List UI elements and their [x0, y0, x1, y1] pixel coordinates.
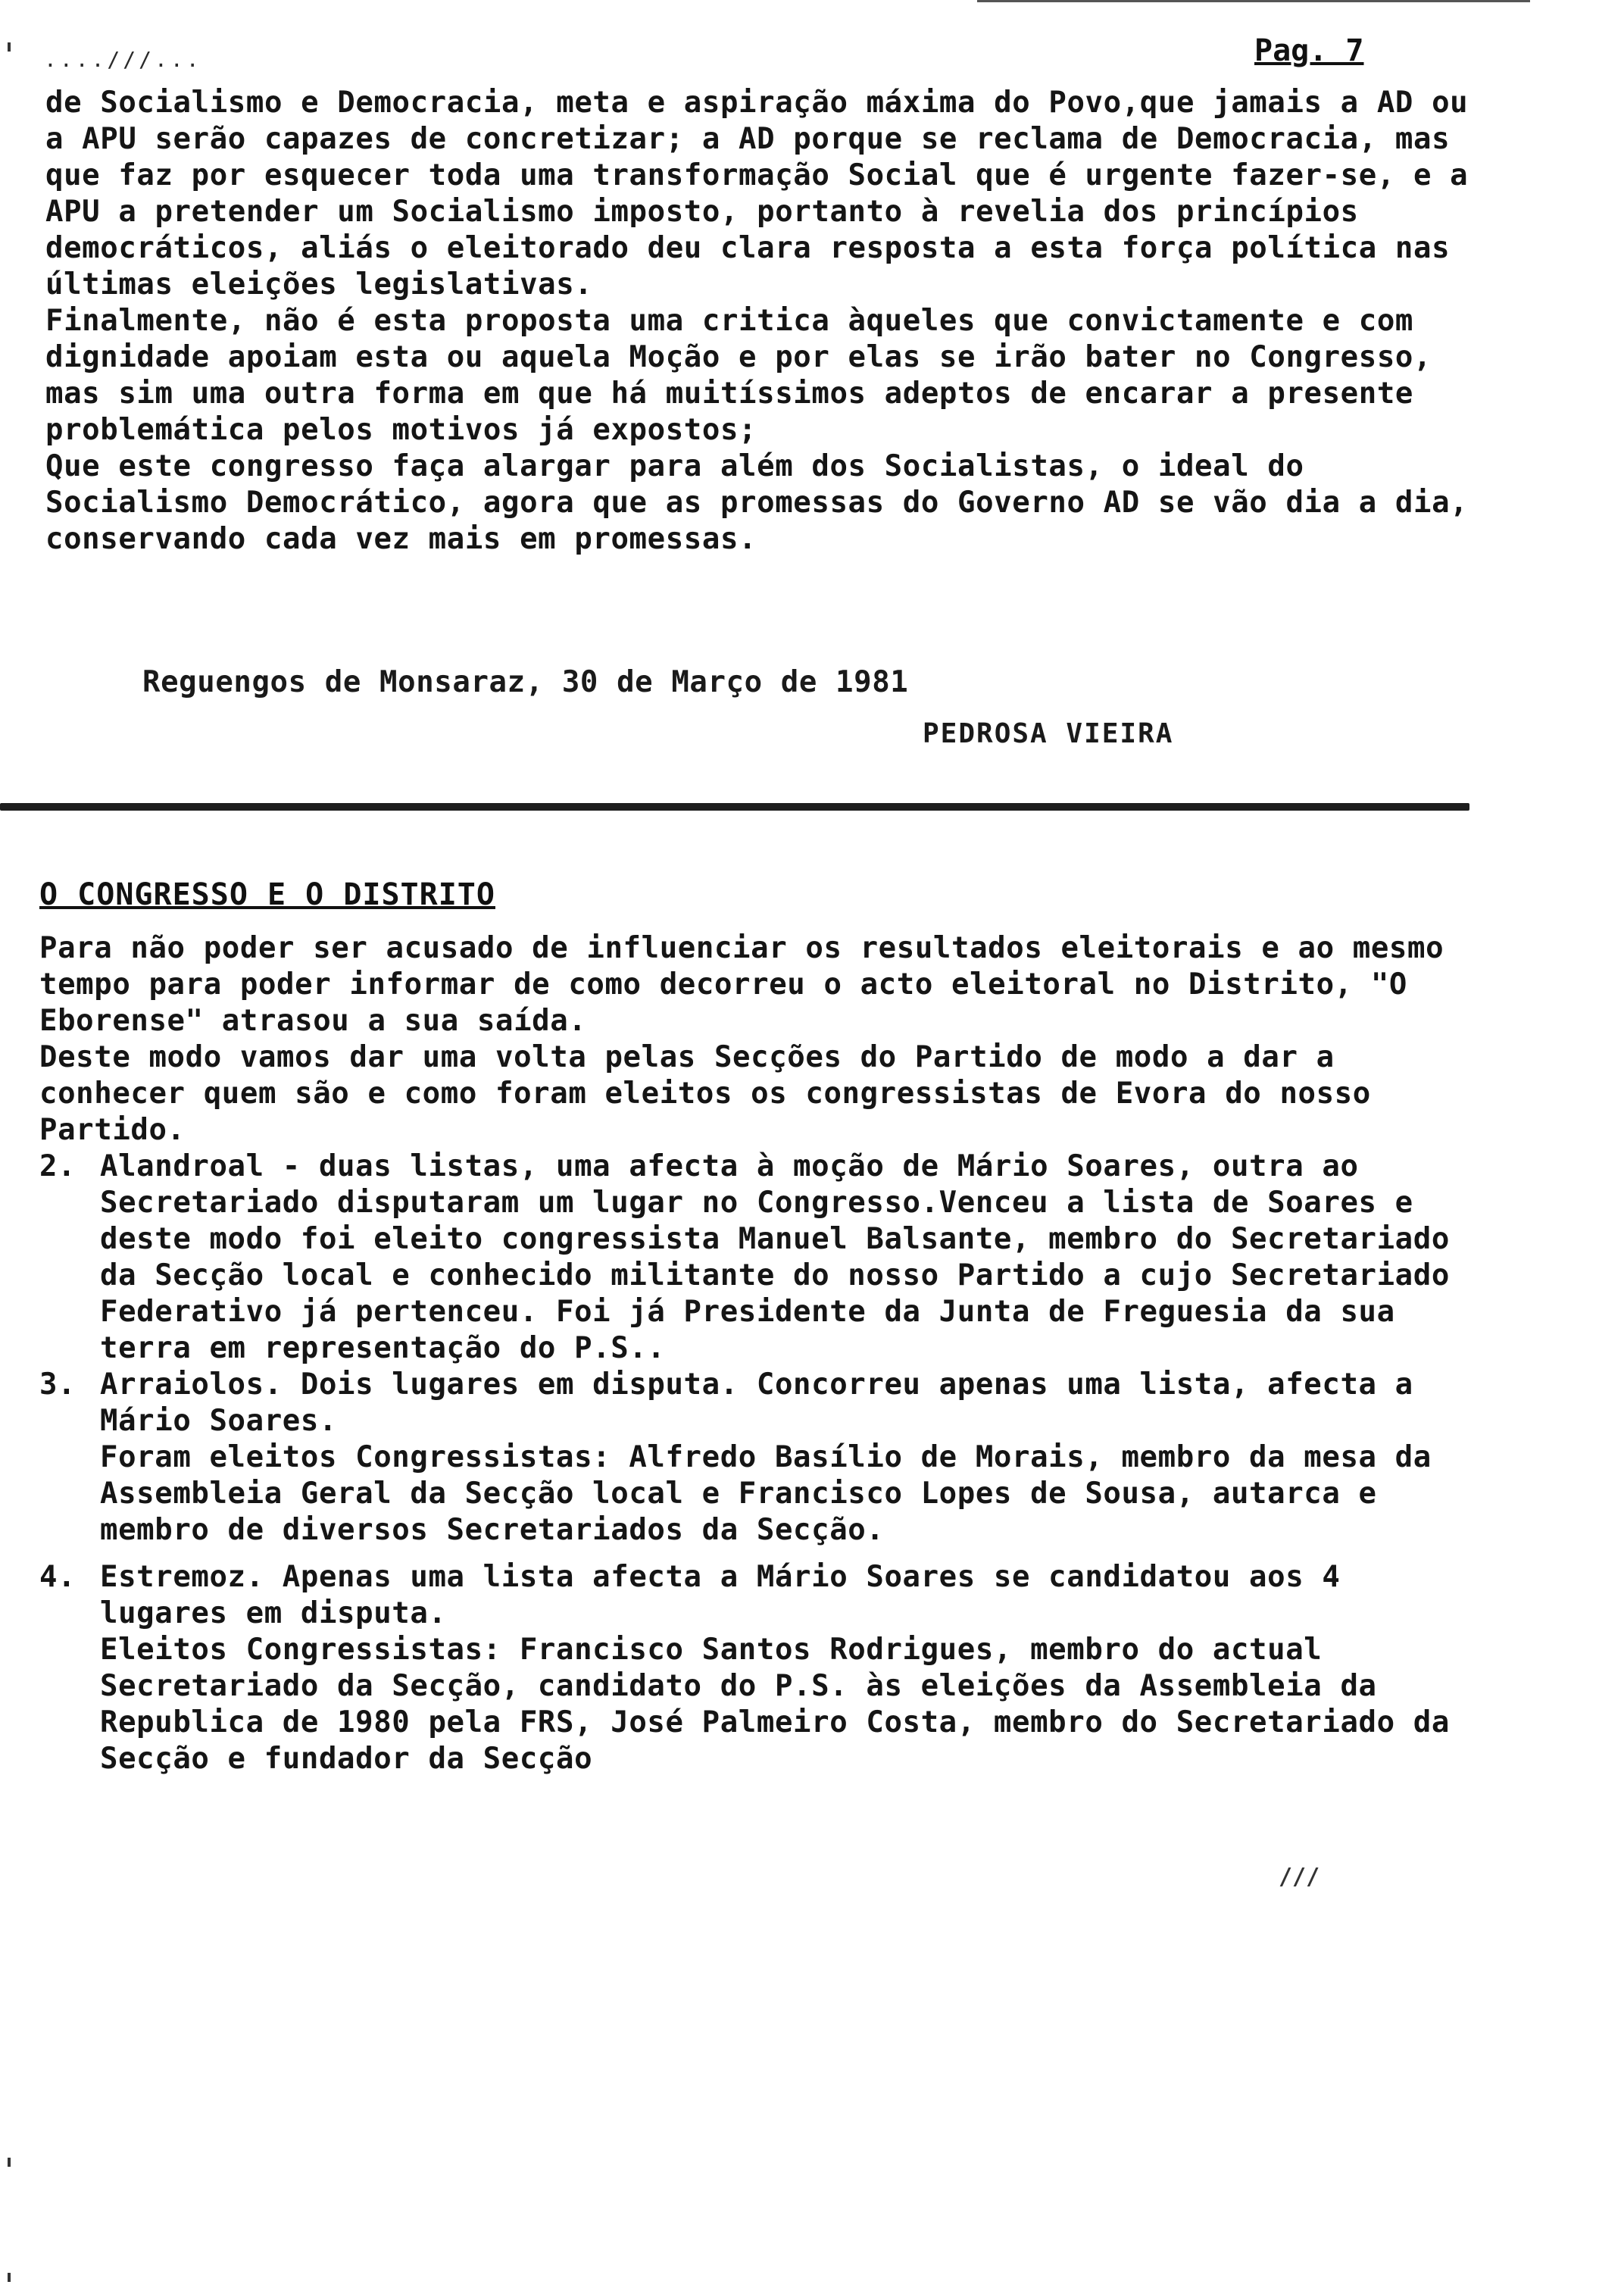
margin-mark: [8, 42, 11, 52]
first-article-body: [45, 85, 1485, 558]
place-date: Reguengos de Monsaraz, 30 de Março de 1981: [142, 665, 909, 699]
paragraph: Para não poder ser acusado de influenciar os resultados eleitorais e ao mesmo tempo para poder informar de como decorreu o acto eleitoral no Distrito, "O Eborense" atrasou a sua saída.: [39, 931, 1463, 1038]
author-signature: PEDROSA VIEIRA: [923, 718, 1174, 749]
top-edge-rule: [977, 0, 1530, 2]
section-divider: [0, 803, 1469, 811]
continuation-mark: ///: [1279, 1864, 1320, 1890]
list-item-text: Arraiolos. Dois lugares em disputa. Concorreu apenas uma lista, afecta a Mário Soares. Foram eleitos Congressistas: Alfredo Basílio de Morais, membro da mesa da Assembleia Geral da Secção local e Francisco Lopes de Sousa, autarca e membro de diversos Secretariados da Secção.: [100, 1367, 1432, 1547]
list-item: [39, 1367, 1479, 1549]
list-item-text: Estremoz. Apenas uma lista afecta a Mário Soares se candidatou aos 4 lugares em disputa. Eleitos Congressistas: Francisco Santos Rodrigues, membro do actual Secretariado da Secção, candidato do P.S. às eleições da Assembleia da Republica de 1980 pela FRS, José Palmeiro Costa, membro do Secretariado da Secção e fundador da Secção: [100, 1560, 1450, 1776]
list-item: [39, 1559, 1479, 1777]
margin-mark: [8, 2158, 11, 2167]
district-list: [39, 1149, 1479, 1777]
paragraph: Deste modo vamos dar uma volta pelas Secções do Partido de modo a dar a conhecer quem são e como foram eleitos os congressistas de Evora do nosso Partido.: [39, 1040, 1389, 1147]
list-item-text: Alandroal - duas listas, uma afecta à moção de Mário Soares, outra ao Secretariado disputaram um lugar no Congresso.Venceu a lista de Soares e deste modo foi eleito congressista Manuel Balsante, membro do Secretariado da Secção local e conhecido militante do nosso Partido a cujo Secretariado Federativo já pertenceu. Foi já Presidente da Junta de Freguesia da sua terra em representação do P.S..: [100, 1149, 1469, 1365]
second-article-body: [39, 930, 1479, 1777]
margin-mark: [8, 2273, 11, 2282]
list-item-number: 3.: [39, 1367, 77, 1402]
paragraph: Que este congresso faça alargar para além dos Socialistas, o ideal do Socialismo Democrático, agora que as promessas do Governo AD se vão dia a dia, conservando cada vez mais em promessas.: [45, 449, 1487, 556]
list-item-number: 2.: [39, 1149, 77, 1183]
page-number: Pag. 7: [1254, 33, 1364, 68]
section-title: O CONGRESSO E O DISTRITO: [39, 877, 495, 912]
list-item-number: 4.: [39, 1560, 77, 1594]
paragraph: de Socialismo e Democracia, meta e aspiração máxima do Povo,que jamais a AD ou a APU serão capazes de concretizar; a AD porque se reclama de Democracia, mas que faz por esquecer toda uma transformação Social que é urgente fazer-se, e a APU a pretender um Socialismo imposto, portanto à revelia dos princípios democráticos, aliás o eleitorado deu clara resposta a esta força política nas últimas eleições legislativas.: [45, 86, 1487, 302]
paragraph: Finalmente, não é esta proposta uma critica àqueles que convictamente e com dignidade apoiam esta ou aquela Moção e por elas se irão bater no Congresso, mas sim uma outra forma em que há muitíssimos adeptos de encarar a presente problemática pelos motivos já expostos;: [45, 304, 1451, 447]
page-marker: ....///...: [44, 47, 202, 72]
list-item: [39, 1149, 1479, 1367]
